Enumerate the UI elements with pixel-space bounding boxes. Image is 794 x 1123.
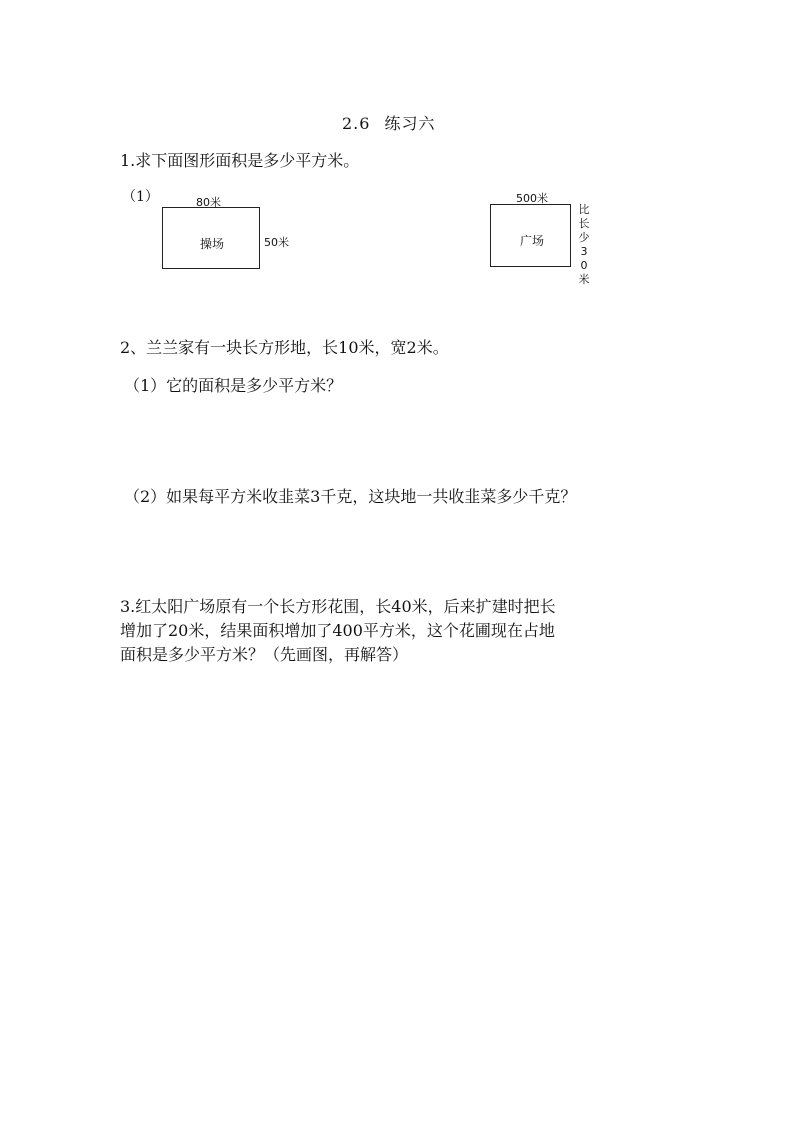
question-3-line-2: 增加了20米，结果面积增加了400平方米，这个花圃现在占地 (120, 621, 555, 640)
question-3-line-1: 3.红太阳广场原有一个长方形花围，长40米，后来扩建时把长 (120, 597, 556, 616)
question-1-sub-label: （1） (122, 189, 159, 205)
question-2-part-2: （2）如果每平方米收韭菜3千克，这块地一共收韭菜多少千克？ (124, 487, 577, 506)
figure2-top-label: 500米 (516, 192, 548, 205)
question-3-line-3: 面积是多少平方米？（先画图，再解答） (120, 645, 409, 664)
question-2-part-1: （1）它的面积是多少平方米？ (124, 376, 343, 395)
title-name: 练习六 (384, 114, 436, 133)
figure2-rectangle (490, 204, 571, 267)
figure2-side-label: 比长少30米 (578, 203, 590, 286)
figure1-side-label: 50米 (264, 236, 289, 249)
figure2-center-label: 广场 (520, 234, 545, 248)
figure1-rectangle (162, 207, 260, 269)
title-number: 2.6 (342, 114, 371, 133)
figure1-top-label: 80米 (196, 196, 221, 209)
figure1-center-label: 操场 (200, 237, 225, 251)
page-title (342, 111, 435, 134)
question-2-text: 2、兰兰家有一块长方形地，长10米，宽2米。 (120, 338, 449, 357)
question-1-text: 1.求下面图形面积是多少平方米。 (120, 151, 360, 170)
